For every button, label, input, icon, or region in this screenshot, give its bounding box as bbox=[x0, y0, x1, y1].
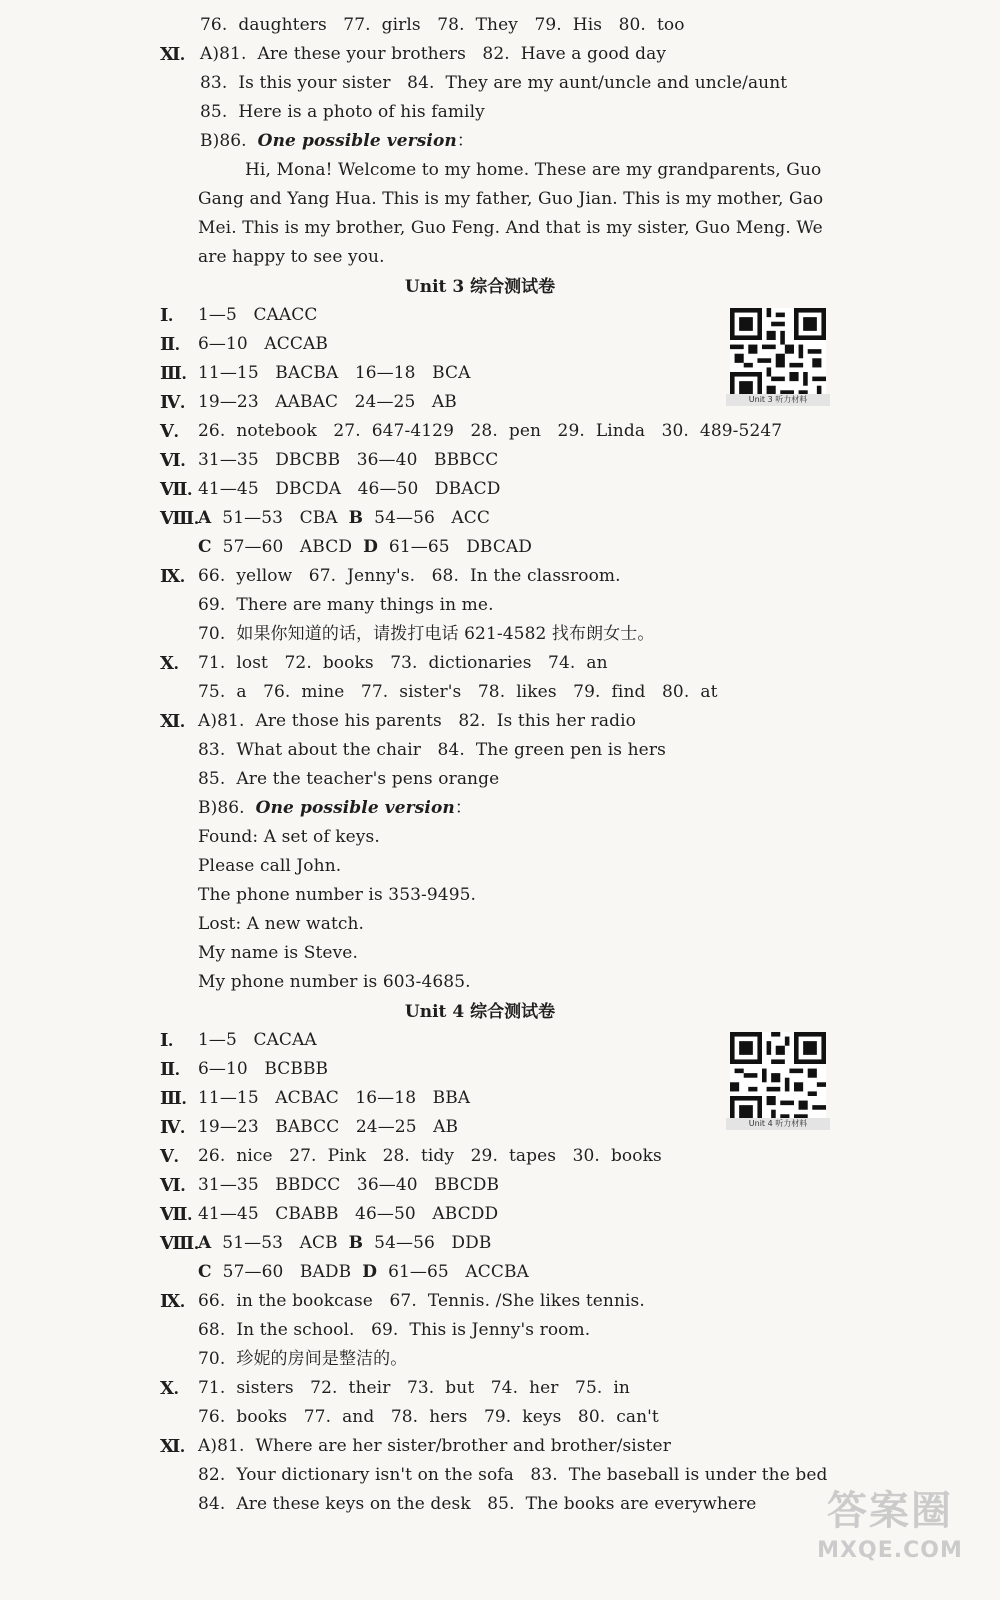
version-label: One possible version bbox=[255, 798, 455, 818]
answer-line: 41—45 CBABB 46—50 ABCDD bbox=[198, 1204, 499, 1224]
essay-line: Gang and Yang Hua. This is my father, Guo Jian. This is my mother, Gao bbox=[198, 189, 824, 209]
part-label: B bbox=[348, 1233, 364, 1253]
answer-line: 85. Here is a photo of his family bbox=[200, 102, 485, 122]
item-label: B)86. bbox=[200, 131, 258, 151]
unit3-qr-code-icon bbox=[730, 308, 826, 404]
answer-text: 51—53 ACB bbox=[211, 1233, 349, 1253]
section-number: Ⅴ. bbox=[160, 1146, 179, 1166]
section-number: Ⅱ. bbox=[160, 1059, 180, 1079]
answer-text: 57—60 ABCD bbox=[211, 537, 364, 557]
section-number: Ⅴ. bbox=[160, 421, 179, 441]
answer-line: 83. What about the chair 84. The green pen is hers bbox=[198, 740, 666, 760]
answer-line: 71. lost 72. books 73. dictionaries 74. an bbox=[198, 653, 608, 673]
part-label: C bbox=[198, 537, 212, 557]
answer-text: 61—65 ACCBA bbox=[377, 1262, 529, 1282]
section-number: Ⅸ. bbox=[160, 566, 185, 586]
answer-line bbox=[198, 536, 532, 558]
unit4-qr-code-icon bbox=[730, 1032, 826, 1128]
unit4-title: Unit 4 综合测试卷 bbox=[404, 1002, 556, 1022]
part-label: D bbox=[362, 1262, 378, 1282]
section-number: Ⅶ. bbox=[160, 1204, 192, 1224]
section-number: Ⅱ. bbox=[160, 334, 180, 354]
section-number: Ⅸ. bbox=[160, 1291, 185, 1311]
answer-line: A)81. Are those his parents 82. Is this her radio bbox=[198, 711, 636, 731]
site-watermark bbox=[800, 1485, 980, 1580]
essay-line: My name is Steve. bbox=[198, 943, 358, 963]
answer-line: 68. In the school. 69. This is Jenny's room. bbox=[198, 1320, 591, 1340]
answer-text: 57—60 BADB bbox=[211, 1262, 363, 1282]
answer-text: 61—65 DBCAD bbox=[377, 537, 533, 557]
answer-line: 85. Are the teacher's pens orange bbox=[198, 769, 500, 789]
part-label: C bbox=[198, 1262, 212, 1282]
colon: ： bbox=[454, 798, 472, 818]
answer-line: 1—5 CACAA bbox=[198, 1030, 317, 1050]
answer-line: 6—10 BCBBB bbox=[198, 1059, 329, 1079]
section-number: Ⅺ. bbox=[160, 44, 185, 64]
essay-line: are happy to see you. bbox=[198, 247, 385, 267]
essay-line: Please call John. bbox=[198, 856, 342, 876]
section-number: Ⅺ. bbox=[160, 1436, 185, 1456]
answer-line: 11—15 ACBAC 16—18 BBA bbox=[198, 1088, 471, 1108]
answer-line: 11—15 BACBA 16—18 BCA bbox=[198, 363, 471, 383]
section-number: Ⅲ. bbox=[160, 363, 187, 383]
answer-line: 66. in the bookcase 67. Tennis. /She likes tennis. bbox=[198, 1291, 645, 1311]
answer-line: 26. notebook 27. 647-4129 28. pen 29. Linda 30. 489-5247 bbox=[198, 421, 783, 441]
section-number: Ⅳ. bbox=[160, 392, 185, 412]
answer-line: 19—23 BABCC 24—25 AB bbox=[198, 1117, 459, 1137]
answer-line: A)81. Are these your brothers 82. Have a good day bbox=[200, 44, 667, 64]
part-label: A bbox=[198, 508, 212, 528]
answer-line: 1—5 CAACC bbox=[198, 305, 318, 325]
answer-line: 66. yellow 67. Jenny's. 68. In the classroom. bbox=[198, 566, 621, 586]
unit4-qr-caption: Unit 4 听力材料 bbox=[726, 1118, 830, 1130]
answer-text: 51—53 CBA bbox=[211, 508, 349, 528]
section-number: Ⅰ. bbox=[160, 1030, 173, 1050]
answer-line bbox=[198, 797, 472, 819]
answer-line bbox=[200, 130, 474, 152]
answer-line: 71. sisters 72. their 73. but 74. her 75. in bbox=[198, 1378, 630, 1398]
answer-line bbox=[198, 1232, 491, 1254]
section-number: Ⅶ. bbox=[160, 479, 192, 499]
part-label: B bbox=[348, 508, 364, 528]
section-number: Ⅷ. bbox=[160, 1233, 199, 1253]
answer-line: 75. a 76. mine 77. sister's 78. likes 79. find 80. at bbox=[198, 682, 718, 702]
answer-line: A)81. Where are her sister/brother and brother/sister bbox=[198, 1436, 671, 1456]
section-number: Ⅵ. bbox=[160, 450, 186, 470]
answer-line: 70. 珍妮的房间是整洁的。 bbox=[198, 1349, 408, 1369]
unit3-title: Unit 3 综合测试卷 bbox=[404, 277, 556, 297]
section-number: Ⅲ. bbox=[160, 1088, 187, 1108]
section-number: Ⅷ. bbox=[160, 508, 199, 528]
answer-line: 31—35 DBCBB 36—40 BBBCC bbox=[198, 450, 499, 470]
answer-line: 82. Your dictionary isn't on the sofa 83. The baseball is under the bed bbox=[198, 1465, 828, 1485]
answer-line bbox=[198, 507, 490, 529]
answer-line: 31—35 BBDCC 36—40 BBCDB bbox=[198, 1175, 500, 1195]
essay-line: My phone number is 603-4685. bbox=[198, 972, 471, 992]
watermark-logo-text: 答案圈 bbox=[827, 1488, 953, 1534]
section-number: Ⅰ. bbox=[160, 305, 173, 325]
answer-line: 69. There are many things in me. bbox=[198, 595, 494, 615]
answer-line: 84. Are these keys on the desk 85. The books are everywhere bbox=[198, 1494, 757, 1514]
answer-line: 19—23 AABAC 24—25 AB bbox=[198, 392, 457, 412]
answer-line: 6—10 ACCAB bbox=[198, 334, 328, 354]
section-number: Ⅹ. bbox=[160, 1378, 179, 1398]
answer-line: 41—45 DBCDA 46—50 DBACD bbox=[198, 479, 501, 499]
answer-line bbox=[198, 1261, 529, 1283]
essay-line: Hi, Mona! Welcome to my home. These are my grandparents, Guo bbox=[245, 160, 822, 180]
essay-line: Lost: A new watch. bbox=[198, 914, 365, 934]
answer-line: 76. daughters 77. girls 78. They 79. His 80. too bbox=[200, 15, 685, 35]
answer-text: 54—56 ACC bbox=[363, 508, 491, 528]
answer-line: 83. Is this your sister 84. They are my aunt/uncle and uncle/aunt bbox=[200, 73, 788, 93]
unit3-qr-caption: Unit 3 听力材料 bbox=[726, 394, 830, 406]
essay-line: Found: A set of keys. bbox=[198, 827, 380, 847]
part-label: A bbox=[198, 1233, 212, 1253]
section-number: Ⅹ. bbox=[160, 653, 179, 673]
watermark-url: MXQE.COM bbox=[817, 1538, 963, 1563]
part-label: D bbox=[363, 537, 378, 557]
version-label: One possible version bbox=[257, 131, 457, 151]
section-number: Ⅳ. bbox=[160, 1117, 185, 1137]
essay-line: The phone number is 353-9495. bbox=[198, 885, 477, 905]
answer-line: 26. nice 27. Pink 28. tidy 29. tapes 30. books bbox=[198, 1146, 662, 1166]
item-label: B)86. bbox=[198, 798, 256, 818]
section-number: Ⅺ. bbox=[160, 711, 185, 731]
essay-line: Mei. This is my brother, Guo Feng. And that is my sister, Guo Meng. We bbox=[198, 218, 823, 238]
answer-text: 54—56 DDB bbox=[363, 1233, 492, 1253]
answer-line: 70. 如果你知道的话，请拨打电话 621-4582 找布朗女士。 bbox=[198, 624, 655, 644]
colon: ： bbox=[456, 131, 474, 151]
section-number: Ⅵ. bbox=[160, 1175, 186, 1195]
answer-line: 76. books 77. and 78. hers 79. keys 80. can't bbox=[198, 1407, 659, 1427]
